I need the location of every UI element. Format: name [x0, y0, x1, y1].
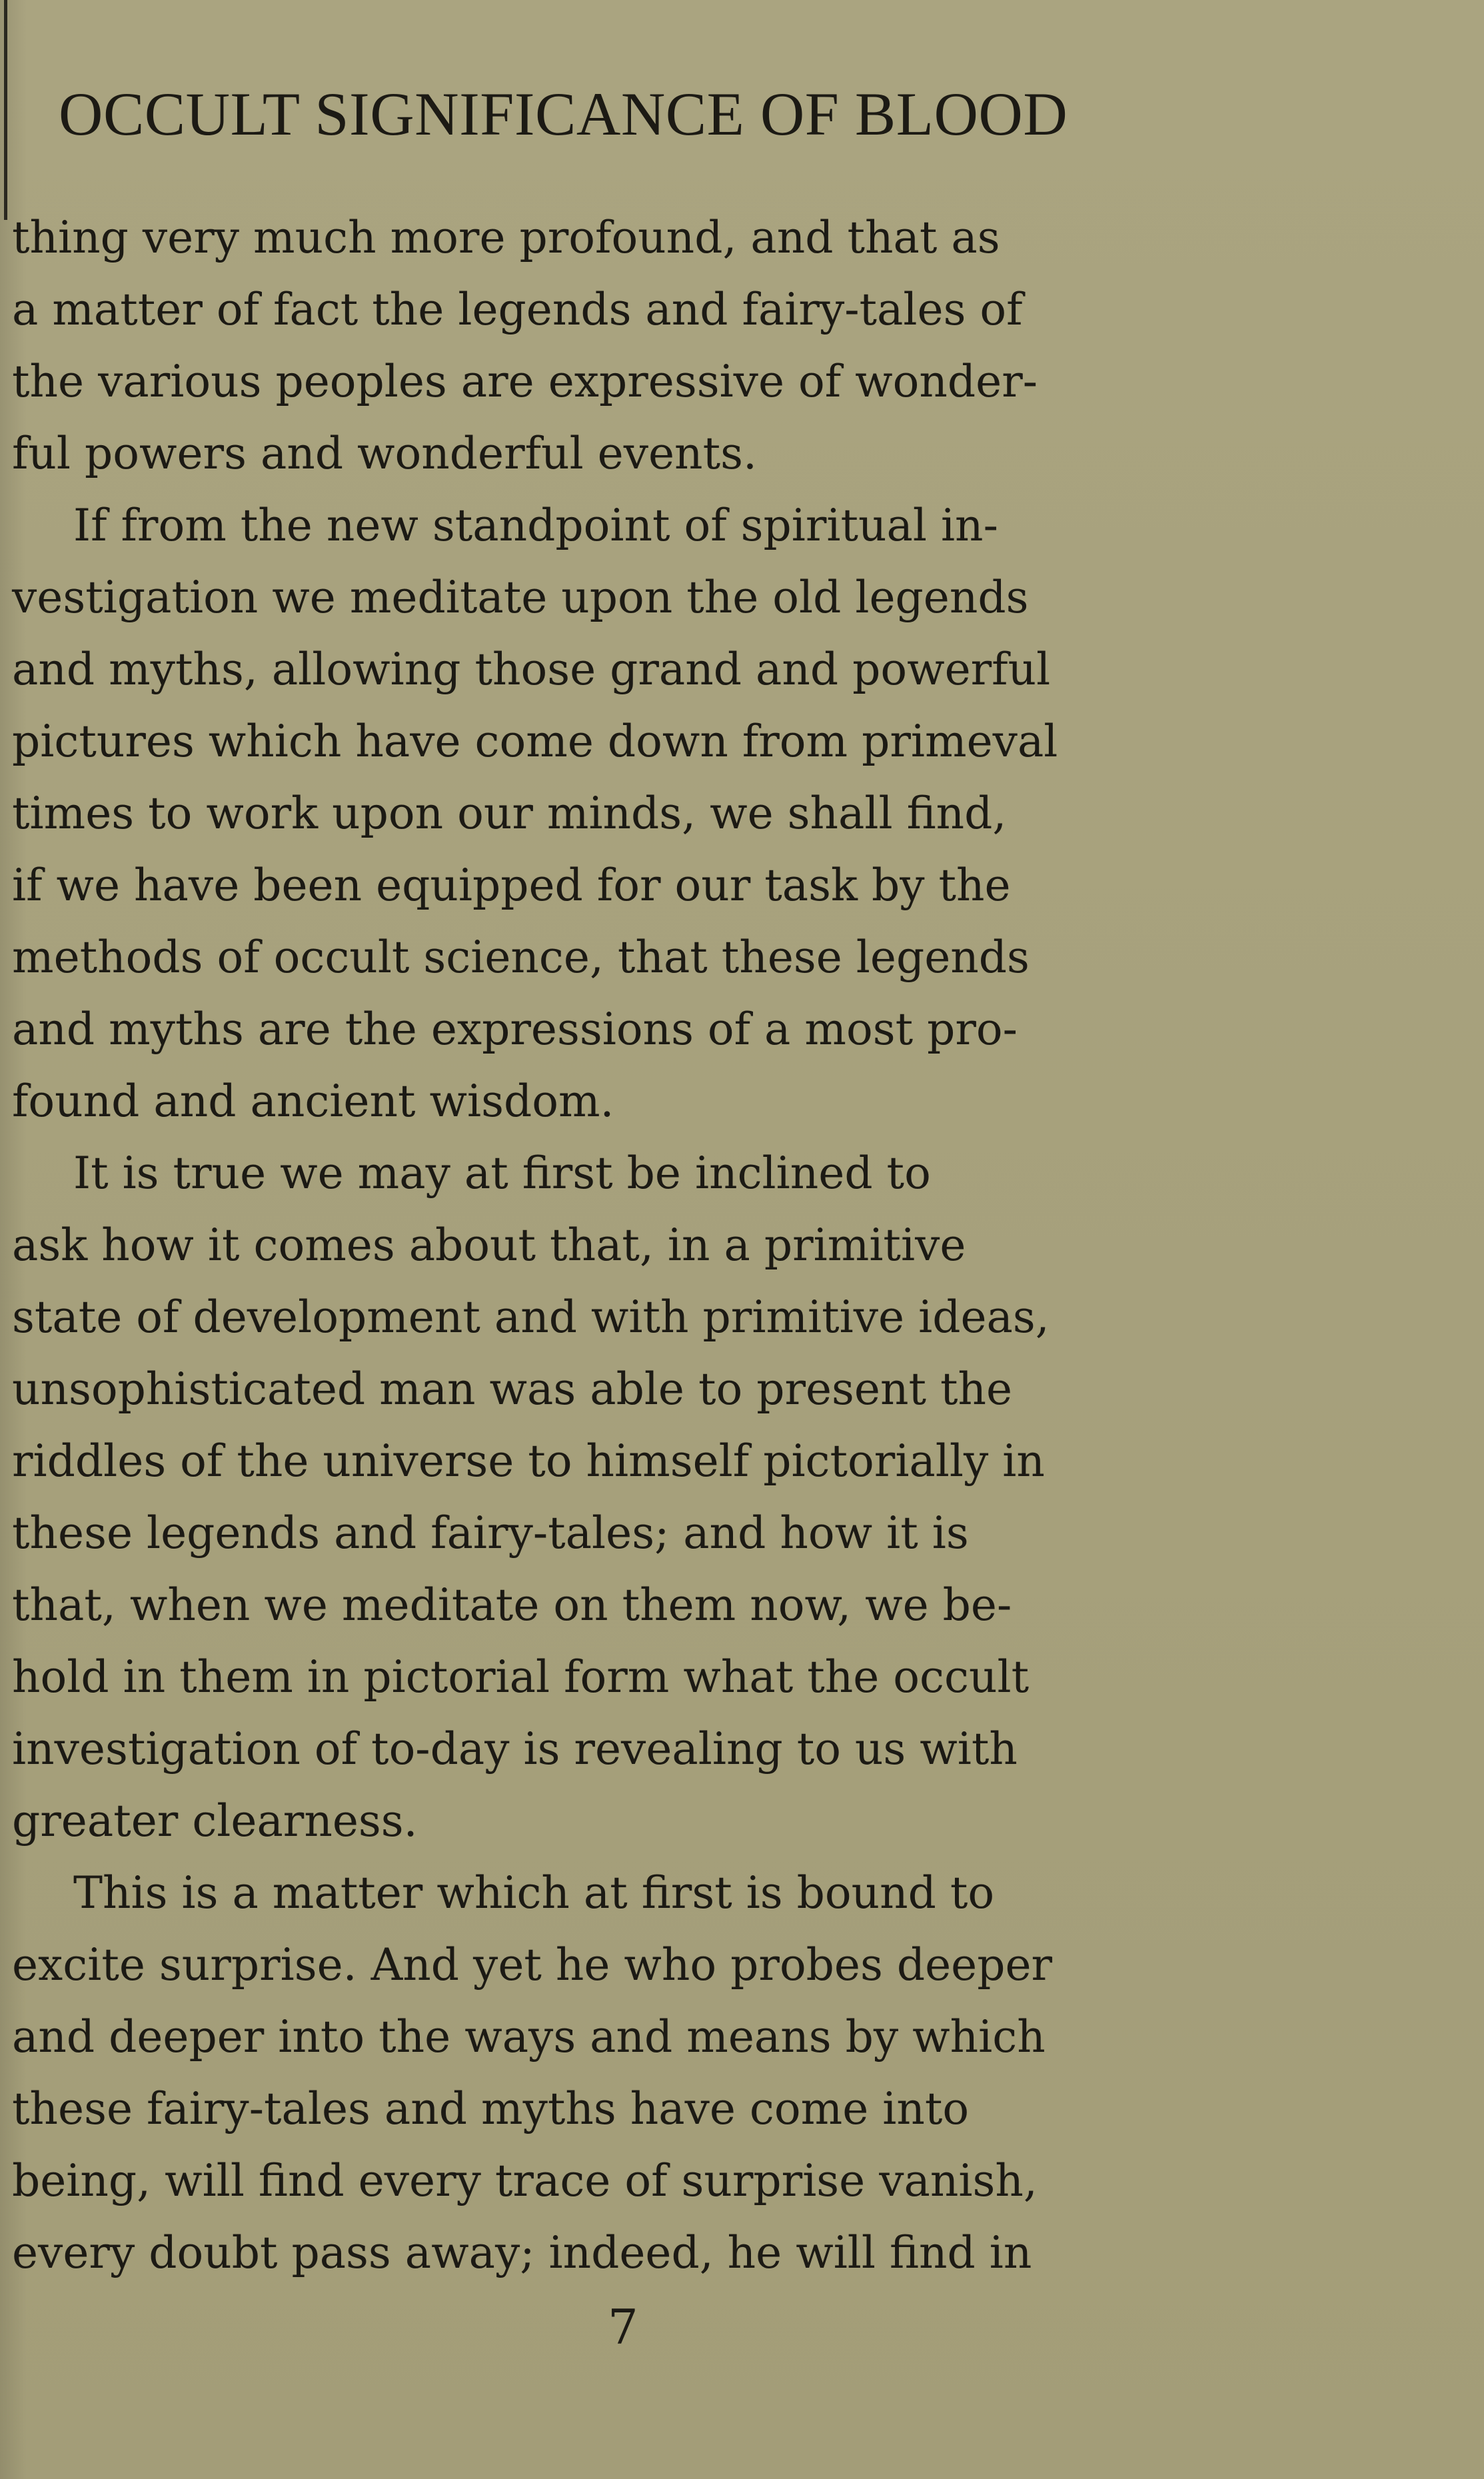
- text-line: and deeper into the ways and means by which: [12, 2011, 1046, 2063]
- text-line: the various peoples are expressive of wonder-: [12, 356, 1038, 407]
- text-line: a matter of fact the legends and fairy-tales of: [12, 284, 1023, 335]
- text-line: state of development and with primitive ideas,: [12, 1291, 1050, 1343]
- text-line: and myths are the expressions of a most pro-: [12, 1004, 1018, 1055]
- text-line: these fairy-tales and myths have come into: [12, 2083, 970, 2134]
- text-line: ful powers and wonderful events.: [12, 428, 757, 479]
- text-line: found and ancient wisdom.: [12, 1076, 614, 1127]
- paragraph-first-line: If from the new standpoint of spiritual in-: [73, 500, 998, 551]
- text-line: thing very much more profound, and that as: [12, 212, 1000, 263]
- text-line: hold in them in pictorial form what the occult: [12, 1651, 1030, 1703]
- text-line: methods of occult science, that these legends: [12, 932, 1030, 983]
- text-line: that, when we meditate on them now, we be-: [12, 1579, 1012, 1631]
- text-line: ask how it comes about that, in a primitive: [12, 1220, 966, 1271]
- text-line: greater clearness.: [12, 1795, 418, 1847]
- text-line: if we have been equipped for our task by the: [12, 860, 1011, 911]
- page-number: 7: [608, 2299, 638, 2355]
- text-line: riddles of the universe to himself pictorially in: [12, 1435, 1045, 1487]
- text-line: excite surprise. And yet he who probes deeper: [12, 1939, 1053, 1991]
- text-line: investigation of to-day is revealing to us with: [12, 1723, 1018, 1775]
- paragraph-first-line: It is true we may at first be inclined to: [73, 1148, 931, 1199]
- text-line: times to work upon our minds, we shall find,: [12, 788, 1007, 839]
- paragraph-first-line: This is a matter which at first is bound to: [73, 1867, 995, 1919]
- text-line: these legends and fairy-tales; and how it is: [12, 1507, 969, 1559]
- text-line: and myths, allowing those grand and powerful: [12, 644, 1051, 695]
- text-line: unsophisticated man was able to present the: [12, 1363, 1013, 1415]
- text-line: being, will find every trace of surprise vanish,: [12, 2155, 1038, 2206]
- text-line: every doubt pass away; indeed, he will find in: [12, 2227, 1032, 2278]
- spine-edge: [4, 0, 7, 220]
- running-head: OCCULT SIGNIFICANCE OF BLOOD: [59, 80, 1068, 148]
- text-line: pictures which have come down from primeval: [12, 716, 1058, 767]
- text-line: vestigation we meditate upon the old legends: [12, 572, 1029, 623]
